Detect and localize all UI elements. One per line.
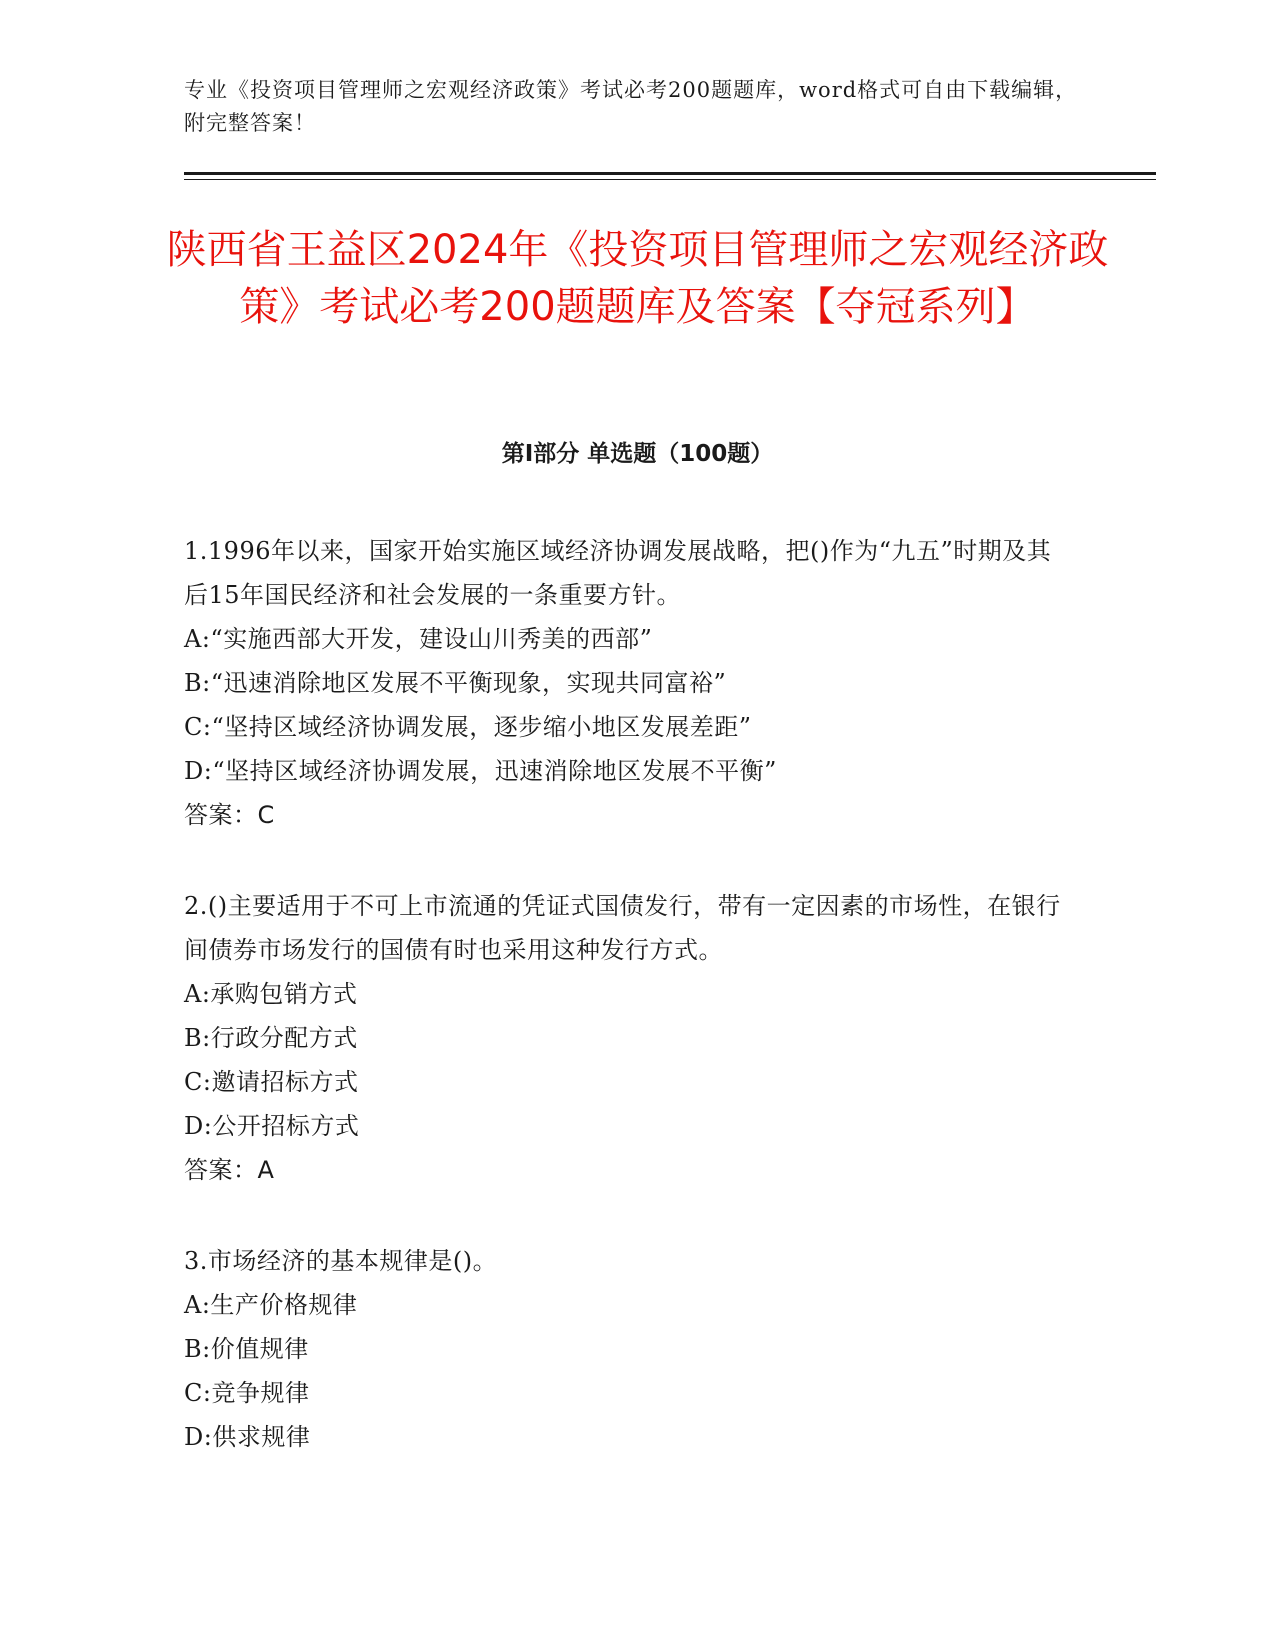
option-a: A:生产价格规律 (184, 1291, 358, 1319)
section-title: 第I部分 单选题（100题） (501, 441, 774, 467)
header-divider-thick (184, 172, 1156, 175)
option-d: D:公开招标方式 (184, 1112, 360, 1140)
option-a: A:承购包销方式 (184, 980, 358, 1008)
option-a: A:“实施西部大开发，建设山川秀美的西部” (184, 625, 653, 653)
answer: 答案：C (184, 801, 275, 829)
option-c: C:“坚持区域经济协调发展，逐步缩小地区发展差距” (184, 713, 752, 741)
option-c: C:竞争规律 (184, 1379, 310, 1407)
option-b: B:“迅速消除地区发展不平衡现象，实现共同富裕” (184, 669, 727, 697)
question-2 (184, 884, 1064, 1192)
question-stem: 3.市场经济的基本规律是()。 (184, 1247, 498, 1275)
document-title: 陕西省王益区2024年《投资项目管理师之宏观经济政策》考试必考200题题库及答案【夺冠系列】 (166, 227, 1109, 330)
question-stem: 1.1996年以来，国家开始实施区域经济协调发展战略，把()作为“九五”时期及其后15年国民经济和社会发展的一条重要方针。 (184, 537, 1052, 609)
header-divider-thin (184, 179, 1156, 180)
option-d: D:供求规律 (184, 1423, 311, 1451)
question-stem: 2.()主要适用于不可上市流通的凭证式国债发行，带有一定因素的市场性，在银行间债券市场发行的国债有时也采用这种发行方式。 (184, 892, 1061, 964)
option-d: D:“坚持区域经济协调发展，迅速消除地区发展不平衡” (184, 757, 777, 785)
question-1 (184, 529, 1064, 837)
question-3 (184, 1239, 1064, 1459)
option-c: C:邀请招标方式 (184, 1068, 359, 1096)
option-b: B:价值规律 (184, 1335, 309, 1363)
answer: 答案：A (184, 1156, 275, 1184)
option-b: B:行政分配方式 (184, 1024, 358, 1052)
header-note: 专业《投资项目管理师之宏观经济政策》考试必考200题题库，word格式可自由下载编辑，附完整答案！ (184, 78, 1078, 135)
